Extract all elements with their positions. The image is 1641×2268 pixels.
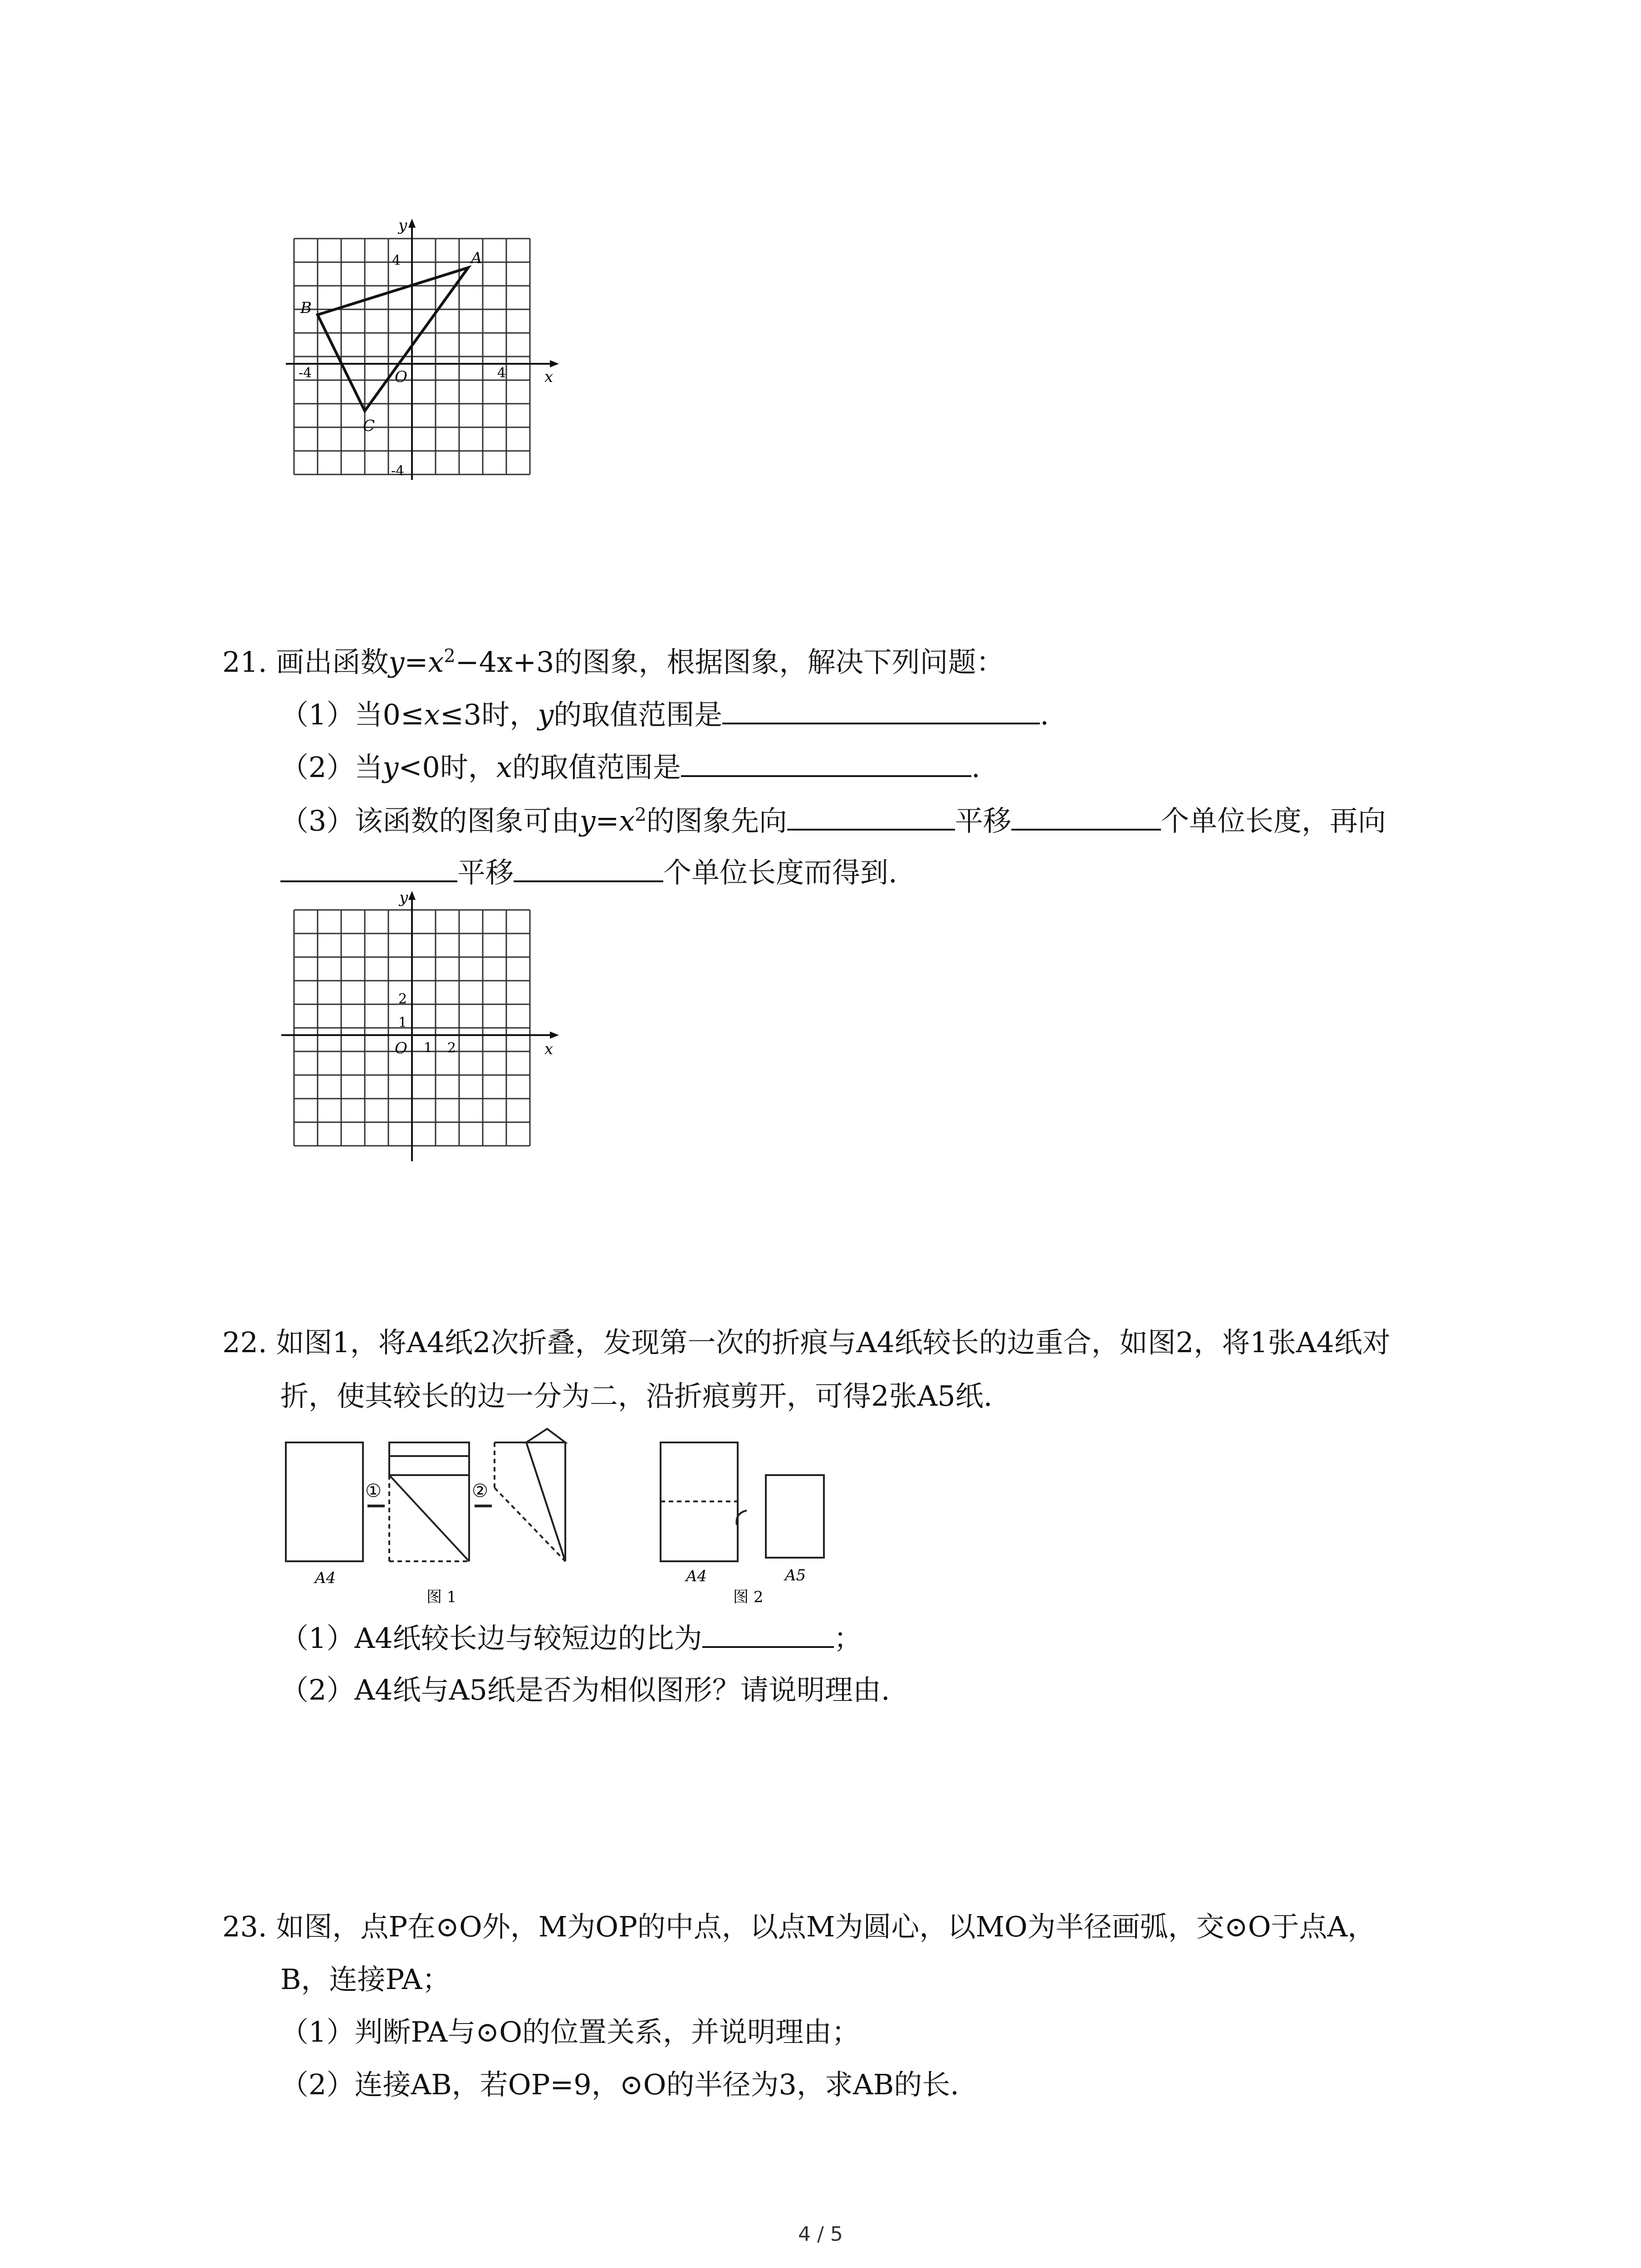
x-axis-arrow: [550, 1031, 559, 1039]
q21-p3-b: 的图象先向: [646, 804, 787, 837]
q21-p3-direction1-blank[interactable]: [787, 803, 955, 831]
q21-p1-a: （1）当0≤: [280, 698, 424, 731]
q21-p3-d: 个单位长度，再向: [1161, 804, 1386, 837]
a4-label-2: A4: [686, 1567, 707, 1585]
fold-1-sheet: [389, 1442, 469, 1475]
triangle-abc: [318, 268, 468, 411]
q21-part3-line2: [280, 855, 897, 891]
q23-text2: B，连接PA；: [280, 1963, 451, 1996]
q21-p2-a: （2）当: [280, 751, 383, 784]
tick-x-2: 2: [447, 1040, 456, 1056]
y-axis-label: y: [399, 889, 408, 907]
q21-p1-c: 的取值范围是: [554, 698, 723, 731]
a5-sheet: [766, 1475, 824, 1558]
q21-p3-exp: 2: [635, 804, 647, 826]
x-axis-label: x: [544, 368, 554, 386]
step-1-marker: ①: [365, 1481, 382, 1501]
q21-stem-exp: 2: [444, 645, 456, 667]
q22-p1-a: （1）A4纸较长边与较短边的比为: [280, 1622, 702, 1655]
q21-part1: [280, 697, 1049, 733]
q23-part2: [280, 2067, 959, 2103]
y-axis-arrow: [408, 891, 416, 900]
q21-number: 21.: [222, 645, 267, 679]
q21-p3-fn: y=x: [579, 804, 635, 837]
fold-2-crease: [526, 1442, 565, 1561]
q22-p1-answer-blank[interactable]: [702, 1621, 834, 1648]
q21-p1-b: ≤3时，: [440, 698, 538, 731]
step-2-marker: ②: [472, 1481, 488, 1501]
y-axis-label: y: [398, 218, 407, 235]
q23-line2: [280, 1961, 450, 1998]
fold-2-outline: [495, 1442, 565, 1561]
q23-p2: （2）连接AB，若OP=9，⊙O的半径为3，求AB的长.: [280, 2068, 959, 2101]
tick-x-neg4: -4: [299, 365, 312, 381]
q21-p3-c: 平移: [955, 804, 1011, 837]
q21-p2-answer-blank[interactable]: [681, 750, 971, 777]
tick-x-4: 4: [497, 365, 506, 381]
q21-p3-units1-blank[interactable]: [1011, 803, 1161, 831]
q23-number: 23.: [222, 1910, 267, 1943]
q21-part2: [280, 749, 980, 786]
q23-part1: [280, 2014, 860, 2050]
origin-label: O: [395, 1039, 407, 1057]
q21-p1-end: .: [1040, 698, 1049, 731]
q21-p2-y: y: [382, 751, 399, 784]
q22-line1: [222, 1325, 1391, 1361]
q23-p1: （1）判断PA与⊙O的位置关系，并说明理由；: [280, 2015, 860, 2048]
q23-text1: 如图，点P在⊙O外，M为OP的中点，以点M为圆心，以MO为半径画弧，交⊙O于点A，: [276, 1910, 1376, 1943]
figure-2-caption: 图 2: [733, 1588, 764, 1606]
q21-p2-end: .: [971, 751, 980, 784]
y-axis-arrow: [408, 219, 416, 228]
tick-y-2: 2: [398, 991, 407, 1007]
q21-stem-fn: y=x: [388, 645, 444, 679]
fold-2-flap: [526, 1429, 565, 1442]
q21-p2-c: 的取值范围是: [512, 751, 681, 784]
tick-x-1: 1: [424, 1040, 433, 1056]
q21-p1-y: y: [538, 698, 554, 731]
q21-p3-direction2-blank[interactable]: [280, 855, 457, 882]
q21-p2-b: <0时，: [398, 751, 496, 784]
q22-p1-end: ；: [833, 1622, 862, 1655]
tick-y-neg4: -4: [391, 463, 405, 479]
q21-p2-x: x: [496, 751, 512, 784]
q21-p1-x: x: [424, 698, 440, 731]
q22-part2: [280, 1672, 890, 1708]
q22-text1: 如图1，将A4纸2次折叠，发现第一次的折痕与A4纸较长的边重合，如图2，将1张A4纸对: [276, 1326, 1391, 1359]
triangle-grid-figure: [272, 218, 563, 499]
q22-part1: [280, 1620, 862, 1657]
q22-p2: （2）A4纸与A5纸是否为相似图形？请说明理由.: [280, 1673, 890, 1706]
q21-p1-answer-blank[interactable]: [722, 697, 1040, 724]
page-number: 4 / 5: [798, 2223, 843, 2246]
q22-number: 22.: [222, 1326, 267, 1359]
q21-p3-units2-blank[interactable]: [514, 855, 663, 882]
vertex-c-label: C: [363, 417, 375, 435]
q21-p3-e: 平移: [457, 856, 514, 889]
a5-label: A5: [785, 1566, 806, 1584]
paper-fold-figure: [272, 1406, 862, 1615]
figure-1-caption: 图 1: [426, 1588, 457, 1606]
origin-label: O: [395, 368, 407, 386]
q21-p3-a: （3）该函数的图象可由: [280, 804, 580, 837]
x-axis-arrow: [550, 360, 559, 367]
q23-line1: [222, 1909, 1376, 1945]
q21-stem: [222, 644, 1004, 680]
q21-stem-b: −4x+3的图象，根据图象，解决下列问题：: [455, 645, 1004, 679]
a4-sheet: [286, 1442, 363, 1561]
q21-stem-a: 画出函数: [276, 645, 389, 679]
tick-y-4: 4: [392, 253, 401, 269]
fold-1-crease: [389, 1475, 469, 1561]
q22-text2: 折，使其较长的边一分为二，沿折痕剪开，可得2张A5纸.: [280, 1379, 993, 1413]
q21-p3-f: 个单位长度而得到.: [663, 856, 897, 889]
a4-label-1: A4: [315, 1569, 336, 1587]
tick-y-1: 1: [398, 1015, 407, 1031]
fold-2-dashed-diag: [495, 1488, 565, 1561]
vertex-b-label: B: [300, 299, 312, 317]
x-axis-label: x: [544, 1040, 554, 1058]
q21-part3-line1: [280, 803, 1386, 839]
vertex-a-label: A: [471, 249, 482, 267]
blank-grid-figure: [272, 889, 563, 1175]
